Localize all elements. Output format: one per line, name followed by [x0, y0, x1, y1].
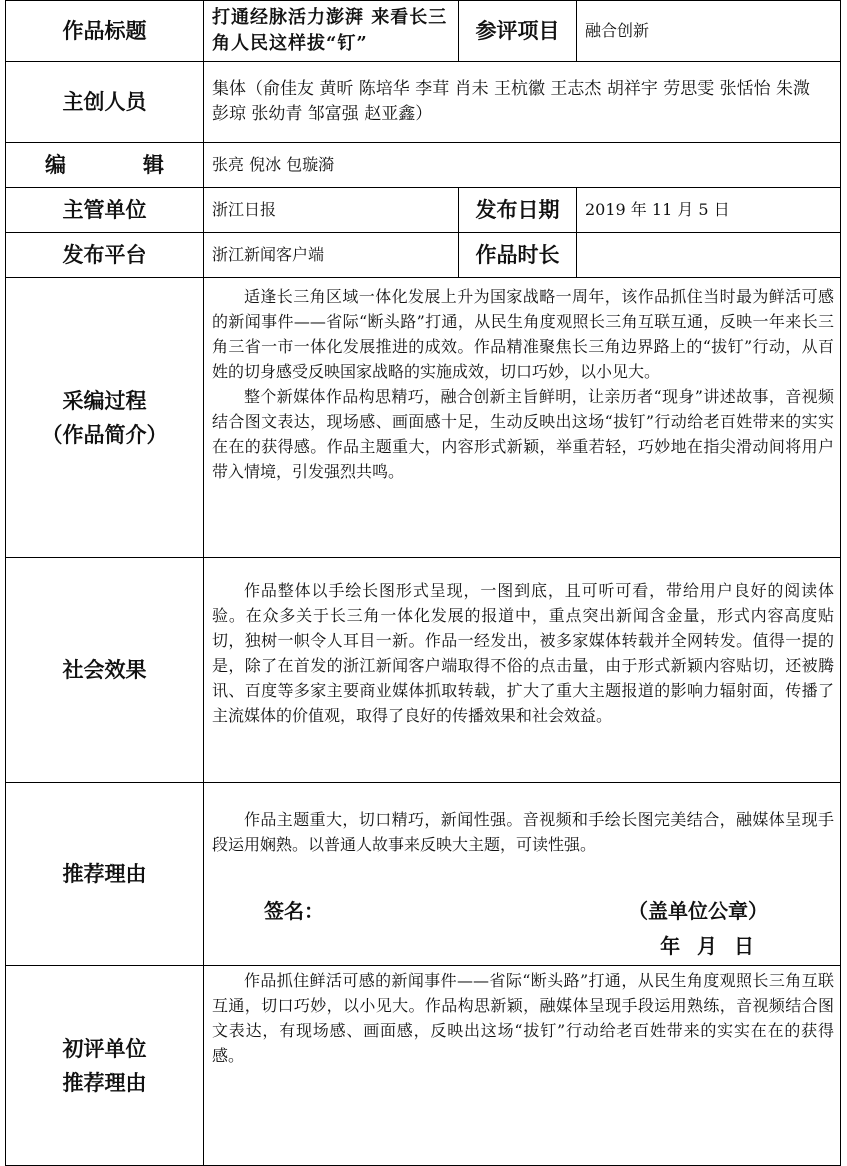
recommend-content [204, 783, 841, 966]
row-editors [6, 143, 841, 188]
duration-value [577, 233, 841, 278]
seal-label: （盖单位公章） [628, 899, 768, 923]
sign-date-line: 年 月 日 [660, 934, 754, 958]
initial-paragraph: 作品抓住鲜活可感的新闻事件——省际“断头路”打通，从民生角度观照长三角互联互通，切口巧妙，以小见大。作品构思新颖，融媒体呈现手段运用熟练，音视频结合图文表达，有现场感、画面感，反映出这场“拔钉”行动给老百姓带来的实实在在的获得感。 [212, 971, 834, 1065]
title-label: 作品标题 [6, 1, 204, 62]
initial-label [6, 966, 204, 1166]
row-title [6, 1, 841, 62]
initial-label-line1: 初评单位 [62, 1036, 147, 1061]
entry-form [5, 0, 840, 1160]
date-label: 发布日期 [459, 188, 577, 233]
initial-content [204, 966, 841, 1166]
row-recommend [6, 783, 841, 966]
category-value: 融合创新 [577, 1, 841, 62]
unit-label: 主管单位 [6, 188, 204, 233]
effect-label: 社会效果 [6, 558, 204, 783]
process-label-line1: 采编过程 [62, 388, 147, 413]
entry-form-table [5, 0, 841, 1166]
platform-value: 浙江新闻客户端 [204, 233, 459, 278]
platform-label: 发布平台 [6, 233, 204, 278]
effect-paragraph: 作品整体以手绘长图形式呈现，一图到底，且可听可看，带给用户良好的阅读体验。在众多关于长三角一体化发展的报道中，重点突出新闻含金量，形式内容高度贴切，独树一帜令人耳目一新。作品一经发出，被多家媒体转载并全网转发。值得一提的是，除了在首发的浙江新闻客户端取得不俗的点击量，由于形式新颖内容贴切，还被腾讯、百度等多家主要商业媒体抓取转载，扩大了重大主题报道的影响力辐射面，传播了主流媒体的价值观，取得了良好的传播效果和社会效益。 [212, 581, 834, 725]
creators-label: 主创人员 [6, 62, 204, 143]
recommend-paragraph: 作品主题重大，切口精巧，新闻性强。音视频和手绘长图完美结合，融媒体呈现手段运用娴熟。以普通人故事来反映大主题，可读性强。 [212, 810, 834, 854]
row-creators [6, 62, 841, 143]
duration-label: 作品时长 [459, 233, 577, 278]
title-value: 打通经脉活力澎湃 来看长三角人民这样拔“钉” [204, 1, 459, 62]
row-unit-date [6, 188, 841, 233]
signature-row [212, 895, 834, 924]
recommend-label: 推荐理由 [6, 783, 204, 966]
date-value: 2019 年 11 月 5 日 [577, 188, 841, 233]
creators-value: 集体（俞佳友 黄昕 陈培华 李茸 肖未 王杭徽 王志杰 胡祥宇 劳思雯 张恬怡 朱溦 彭琼 张幼青 邹富强 赵亚鑫） [204, 62, 841, 143]
editors-label [6, 143, 204, 188]
row-platform-duration [6, 233, 841, 278]
row-process [6, 278, 841, 558]
process-paragraph-2: 整个新媒体作品构思精巧，融合创新主旨鲜明，让亲历者“现身”讲述故事，音视频结合图文表达，现场感、画面感十足，生动反映出这场“拔钉”行动给老百姓带来的实实在在的获得感。作品主题重大，内容形式新颖，举重若轻，巧妙地在指尖滑动间将用户带入情境，引发强烈共鸣。 [212, 387, 834, 481]
process-content [204, 278, 841, 558]
process-label [6, 278, 204, 558]
effect-content [204, 558, 841, 783]
process-label-line2: （作品简介） [41, 422, 168, 447]
process-paragraph-1: 适逢长三角区域一体化发展上升为国家战略一周年，该作品抓住当时最为鲜活可感的新闻事件——省际“断头路”打通，从民生角度观照长三角互联互通，反映一年来长三角三省一市一体化发展推进的成效。作品精准聚焦长三角边界路上的“拔钉”行动，从百姓的切身感受反映国家战略的实施成效，切口巧妙，以小见大。 [212, 287, 834, 381]
unit-value: 浙江日报 [204, 188, 459, 233]
editors-value: 张亮 倪冰 包璇漪 [204, 143, 841, 188]
editors-label-text: 编 辑 [45, 153, 192, 177]
row-effect [6, 558, 841, 783]
initial-label-line2: 推荐理由 [62, 1070, 147, 1095]
category-label: 参评项目 [459, 1, 577, 62]
signature-label: 签名： [264, 899, 324, 923]
row-initial [6, 966, 841, 1166]
